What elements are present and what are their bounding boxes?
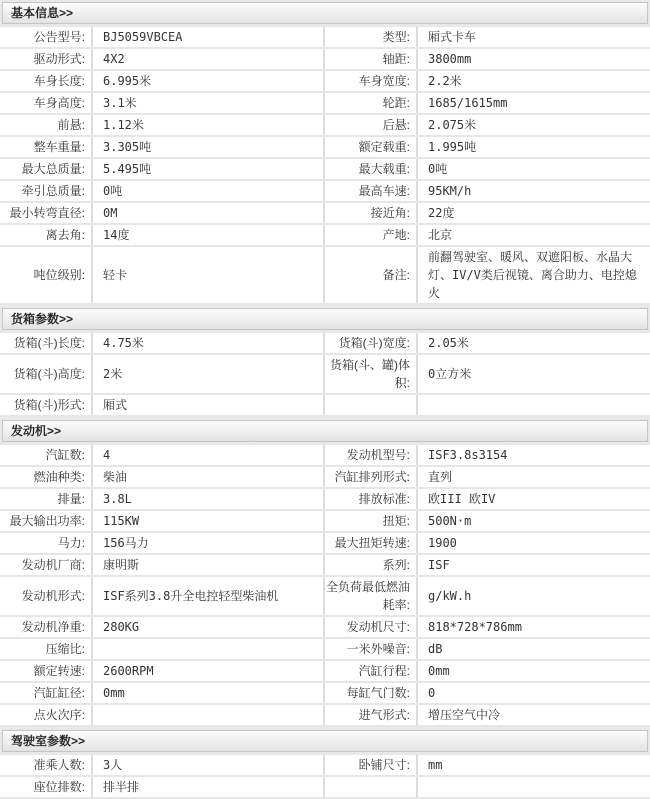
spec-label-left: 额定转速: [0,661,93,681]
spec-label-right [325,395,418,415]
spec-value-left: 0mm [93,683,325,703]
spec-label-left: 座位排数: [0,777,93,797]
section-title: 基本信息>> [11,6,74,20]
spec-value-left: 6.995米 [93,71,325,91]
spec-label-left: 排量: [0,489,93,509]
spec-label-left: 货箱(斗)高度: [0,355,93,393]
spec-row [0,137,650,159]
spec-label-right: 货箱(斗、罐)体积: [325,355,418,393]
spec-value-right: dB [428,642,443,656]
spec-value-left: 3.305吨 [93,137,325,157]
spec-label-right: 扭矩: [325,511,418,531]
spec-value-right: 3800mm [428,52,472,66]
spec-value-right: 1685/1615mm [428,96,508,110]
spec-label-right: 轴距: [325,49,418,69]
spec-value-left: 5.495吨 [93,159,325,179]
spec-label-left: 发动机净重: [0,617,93,637]
spec-value-left: 156马力 [93,533,325,553]
spec-row [0,661,650,683]
spec-label-left: 吨位级别: [0,247,93,303]
spec-value-right: 直列 [428,470,453,484]
spec-row [0,333,650,355]
spec-row [0,777,650,799]
spec-value-left: 3人 [93,755,325,775]
spec-section [0,730,650,799]
spec-row [0,27,650,49]
section-header [2,2,648,24]
spec-value-left: 4X2 [93,49,325,69]
spec-row [0,247,650,305]
spec-label-right: 最大扭矩转速: [325,533,418,553]
spec-value-right [418,777,650,797]
spec-label-right: 全负荷最低燃油耗率: [325,577,418,615]
spec-label-right: 最高车速: [325,181,418,201]
spec-row [0,639,650,661]
spec-label-left: 驱动形式: [0,49,93,69]
spec-label-left: 汽缸数: [0,445,93,465]
spec-value-right: 1900 [428,536,457,550]
vehicle-spec-table [0,2,650,799]
spec-label-right: 汽缸行程: [325,661,418,681]
spec-label-right: 汽缸排列形式: [325,467,418,487]
spec-value-right: 818*728*786mm [428,620,522,634]
spec-value-right [418,395,650,415]
spec-label-right: 额定载重: [325,137,418,157]
spec-label-right: 卧铺尺寸: [325,755,418,775]
spec-value-right: 95KM/h [428,184,472,198]
section-title: 驾驶室参数>> [11,734,86,748]
spec-label-left: 燃油种类: [0,467,93,487]
spec-row [0,489,650,511]
section-rows [0,333,650,417]
spec-value-right: 增压空气中冷 [428,708,501,722]
spec-label-left: 前悬: [0,115,93,135]
spec-label-right: 备注: [325,247,418,303]
spec-label-left: 最小转弯直径: [0,203,93,223]
section-header [2,420,648,442]
spec-section [0,308,650,417]
spec-value-left: 4.75米 [93,333,325,353]
spec-row [0,159,650,181]
spec-value-right: 厢式卡车 [428,30,477,44]
spec-label-left: 最大总质量: [0,159,93,179]
spec-value-left: 康明斯 [93,555,325,575]
spec-value-left: 厢式 [93,395,325,415]
spec-label-left: 整车重量: [0,137,93,157]
spec-row [0,511,650,533]
spec-row [0,355,650,395]
spec-value-right: 0立方米 [428,367,472,381]
spec-value-left: 280KG [93,617,325,637]
spec-label-left: 马力: [0,533,93,553]
spec-section [0,2,650,305]
spec-value-right: 500N·m [428,514,472,528]
spec-value-right: 2.2米 [428,74,462,88]
spec-value-right: ISF [428,558,450,572]
spec-row [0,617,650,639]
spec-row [0,225,650,247]
spec-value-left: 2600RPM [93,661,325,681]
spec-label-left: 车身长度: [0,71,93,91]
spec-label-right: 最大载重: [325,159,418,179]
spec-label-right: 系列: [325,555,418,575]
spec-row [0,115,650,137]
spec-value-left: BJ5059VBCEA [93,27,325,47]
spec-label-right: 轮距: [325,93,418,113]
spec-value-right: 2.075米 [428,118,477,132]
spec-value-left: 4 [93,445,325,465]
spec-row [0,203,650,225]
spec-value-left: 3.1米 [93,93,325,113]
section-rows [0,755,650,799]
spec-row [0,533,650,555]
spec-value-right: mm [428,758,443,772]
spec-value-left: 0吨 [93,181,325,201]
spec-label-right: 排放标准: [325,489,418,509]
spec-label-right [325,777,418,797]
spec-value-left: 轻卡 [93,247,325,303]
spec-row [0,683,650,705]
spec-value-left: 2米 [93,355,325,393]
spec-label-left: 发动机厂商: [0,555,93,575]
spec-label-left: 货箱(斗)形式: [0,395,93,415]
spec-value-left [93,639,325,659]
spec-value-right: 2.05米 [428,336,469,350]
spec-label-left: 点火次序: [0,705,93,725]
spec-row [0,445,650,467]
spec-label-right: 每缸气门数: [325,683,418,703]
section-rows [0,445,650,727]
spec-label-right: 货箱(斗)宽度: [325,333,418,353]
spec-value-right: 欧III 欧IV [428,492,496,506]
spec-row [0,395,650,417]
spec-row [0,755,650,777]
spec-label-right: 接近角: [325,203,418,223]
spec-label-right: 发动机尺寸: [325,617,418,637]
spec-value-left [93,705,325,725]
spec-row [0,181,650,203]
spec-label-left: 牵引总质量: [0,181,93,201]
section-rows [0,27,650,305]
spec-value-left: 排半排 [93,777,325,797]
spec-label-right: 发动机型号: [325,445,418,465]
spec-row [0,93,650,115]
spec-value-left: 1.12米 [93,115,325,135]
spec-label-left: 离去角: [0,225,93,245]
spec-value-left: 14度 [93,225,325,245]
spec-label-left: 汽缸缸径: [0,683,93,703]
spec-label-right: 车身宽度: [325,71,418,91]
spec-value-right: 1.995吨 [428,140,477,154]
spec-value-left: 3.8L [93,489,325,509]
section-title: 货箱参数>> [11,312,74,326]
section-header [2,308,648,330]
spec-row [0,577,650,617]
section-title: 发动机>> [11,424,62,438]
spec-label-left: 压缩比: [0,639,93,659]
spec-row [0,49,650,71]
spec-value-right: 前翻驾驶室、暖风、双遮阳板、水晶大灯、IV/V类后视镜、离合助力、电控熄火 [428,250,637,300]
spec-label-left: 准乘人数: [0,755,93,775]
spec-value-right: 北京 [428,228,453,242]
spec-value-left: ISF系列3.8升全电控轻型柴油机 [93,577,325,615]
spec-label-left: 货箱(斗)长度: [0,333,93,353]
spec-section [0,420,650,727]
spec-label-left: 公告型号: [0,27,93,47]
spec-value-right: 0 [428,686,436,700]
spec-value-right: g/kW.h [428,589,472,603]
spec-label-right: 进气形式: [325,705,418,725]
spec-label-left: 发动机形式: [0,577,93,615]
spec-label-left: 最大输出功率: [0,511,93,531]
spec-value-right: 0吨 [428,162,448,176]
spec-value-left: 115KW [93,511,325,531]
spec-row [0,555,650,577]
spec-value-right: 0mm [428,664,450,678]
spec-value-right: 22度 [428,206,455,220]
spec-label-right: 一米外噪音: [325,639,418,659]
spec-value-left: 0M [93,203,325,223]
spec-value-left: 柴油 [93,467,325,487]
spec-label-right: 产地: [325,225,418,245]
spec-label-right: 类型: [325,27,418,47]
spec-label-left: 车身高度: [0,93,93,113]
spec-row [0,705,650,727]
section-header [2,730,648,752]
spec-row [0,71,650,93]
spec-label-right: 后悬: [325,115,418,135]
spec-value-right: ISF3.8s3154 [428,448,508,462]
spec-row [0,467,650,489]
